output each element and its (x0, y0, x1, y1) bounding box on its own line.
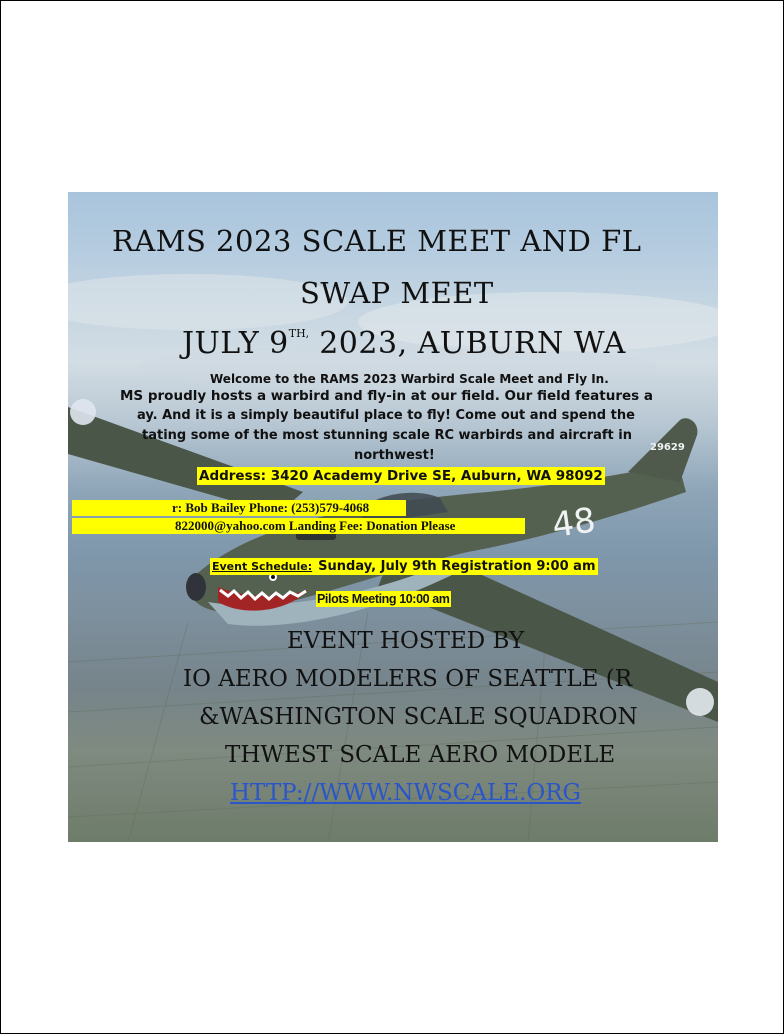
contact-info: r: Bob Bailey Phone: (253)579-4068 (72, 500, 406, 516)
website-link[interactable]: HTTP://WWW.NWSCALE.ORG (230, 780, 581, 806)
left-wing (68, 407, 303, 514)
aircraft-number: 48 (549, 500, 599, 546)
right-wing-insignia (686, 688, 714, 716)
event-address: Address: 3420 Academy Drive SE, Auburn, WA 98092 (199, 468, 603, 484)
event-title: RAMS 2023 SCALE MEET AND FL (112, 224, 642, 258)
host-club: IO AERO MODELERS OF SEATTLE (R (183, 666, 633, 692)
host-club: THWEST SCALE AERO MODELE (225, 742, 616, 768)
schedule-label: Event Schedule: (212, 560, 313, 573)
event-subtitle: SWAP MEET (300, 276, 494, 310)
event-flyer (68, 192, 718, 842)
tail-fin (628, 418, 697, 482)
tail-number: 29629 (650, 442, 685, 453)
host-club: &WASHINGTON SCALE SQUADRON (199, 704, 638, 730)
date-location: 2023, AUBURN WA (309, 326, 626, 361)
description-line: tating some of the most stunning scale RC warbirds and aircraft in (142, 428, 632, 443)
date-ordinal: TH, (288, 327, 310, 340)
propeller-spinner (186, 573, 206, 601)
description-line: MS proudly hosts a warbird and fly-in at our field. Our field features a (120, 388, 654, 404)
event-date (182, 326, 626, 361)
date-main: JULY 9 (182, 326, 289, 361)
welcome-text: Welcome to the RAMS 2023 Warbird Scale Meet and Fly In. (210, 372, 609, 386)
description-line: ay. And it is a simply beautiful place to fly! Come out and spend the (137, 408, 635, 423)
left-wing-insignia (70, 399, 96, 425)
contact-email-fee: 822000@yahoo.com Landing Fee: Donation Please (72, 518, 525, 534)
pilots-meeting: Pilots Meeting 10:00 am (317, 592, 450, 606)
event-schedule (210, 558, 598, 575)
schedule-text: Sunday, July 9th Registration 9:00 am (318, 559, 596, 574)
hosted-by-heading: EVENT HOSTED BY (287, 628, 525, 654)
description-line: northwest! (354, 448, 435, 463)
